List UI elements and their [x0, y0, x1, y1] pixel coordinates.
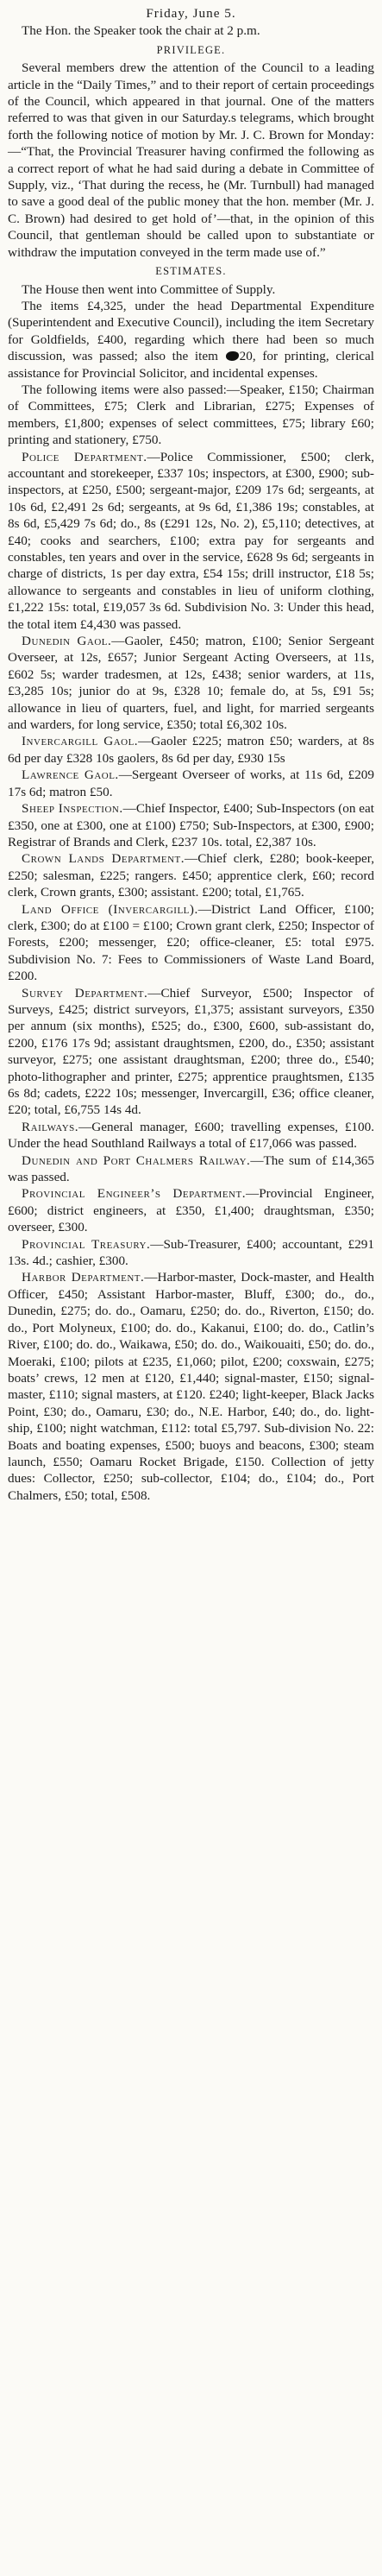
lawrence-gaol-label: Lawrence Gaol.: [22, 767, 119, 783]
dunedin-port-chalmers-text: —The sum of £14,365 was passed.: [8, 1152, 374, 1185]
police-paragraph: [8, 449, 374, 633]
dunedin-port-chalmers-label: Dunedin and Port Chalmers Railway.: [22, 1152, 251, 1168]
privilege-paragraph: Several members drew the attention of the Council to a leading article in the “Daily Times,” and to their report of certain proceedings of the Council, which appeared in that journal. One of the matters referred to was that given in our Saturday.s telegrams, which brought forth the following notice of motion by Mr. J. C. Brown for Monday:—“That, the Provincial Treasurer having confirmed the following as a correct report of what he had said during a debate in Committee of Supply, viz., ‘That during the recess, he (Mr. Turnbull) had managed to save a good deal of the public money that the hon. member (Mr. J. C. Brown) had desired to get hold of’—that, in the opinion of this Council, that gentleman should be called upon to substantiate or withdraw the imputation conveyed in the term made use of.”: [8, 60, 374, 260]
privilege-heading: PRIVILEGE.: [156, 43, 226, 56]
treasury-paragraph: [8, 1236, 374, 1270]
harbor-text: —Harbor-master, Dock-master, and Health Officer, £450; Assistant Harbor-master, Bluff, £300; do., do., Dunedin, £275; do. do., Oamaru, £250; do. do., Riverton, £150; do. do., Port Molyneux, £100; do. do., Kakanui, £100; do. do., Catlin’s River, £100; do. do., Waikawa, £50; do. do., Waikouaiti, £50; do. do., Moeraki, £100; pilots at £235, £1,060; pilot, £200; coxswain, £275; boats’ crews, 12 men at £120, £1,440; signal-master, £150; signal-master, £110; signal masters, at £120. £240; light-keeper, Black Jacks Point, £30; do., Oamaru, £30; do., N.E. Harbor, £40; do., do. light-ship, £100; night watchman, £112: total £5,797. Sub-division No. 22: Boats and boating expenses, £500; buoys and beacons, £300; steam launch, £550; Oamaru Rocket Brigade, £150. Collection of jetty dues: Collector, £250; sub-collector, £104; do., £104; do., Port Chalmers, £50; total, £508.: [8, 1270, 374, 1503]
survey-text: —Chief Surveyor, £500; Inspector of Surveys, £425; district surveyors, £1,375; assistant surveyors, £350 per annum (six months), £525; do., £300, £600, sub-assistant do, £200, £176 17s 9d; assistant draughtsmen, £200, do., £350; assistant surveyor, £275; one assistant draughtsman, £200; three do., £540; photo-lithographer and printer, £275; apprentice praughtsmen, £135 6s 8d; cadets, £222 10s; messenger, Invercargill, £36; office cleaner, £20; total, £6,755 14s 4d.: [8, 985, 374, 1118]
survey-paragraph: [8, 985, 374, 1119]
crown-lands-paragraph: [8, 850, 374, 900]
sheep-inspection-label: Sheep Inspection.: [22, 801, 123, 817]
harbor-label: Harbor Department.: [22, 1270, 145, 1285]
railways-paragraph: [8, 1119, 374, 1152]
survey-label: Survey Department.: [22, 985, 148, 1001]
dunedin-gaol-paragraph: [8, 633, 374, 733]
invercargill-gaol-label: Invercargill Gaol.: [22, 734, 139, 749]
invercargill-gaol-paragraph: [8, 733, 374, 767]
crown-lands-label: Crown Lands Department.: [22, 851, 185, 867]
police-text: —Police Commissioner, £500; clerk, accountant and storekeeper, £337 10s; inspectors, at £300, £900; sub-inspectors, at £250, £500; sergeant-major, £209 17s 6d; sergeants, at 10s 6d, £2,491 2s 6d; sergeants, at 9s 6d, £1,386 19s; constables, at 8s 6d, £5,429 7s 6d; do., 8s (£291 12s, No. 2), £5,110; detectives, at £40; cooks and searchers, £100; extra pay for sergeants and constables, ten years and over in the service, £628 9s 6d; sergeants in charge of districts, 1s per day extra, £54 15s; drill instructor, £18 5s; allowance to sergeants and constables in lieu of uniform clothing, £1,222 15s: total, £19,057 3s 6d. Subdivision No. 3: Under this head, the total item £4,430 was passed.: [8, 449, 374, 632]
treasury-text: —Sub-Treasurer, £400; accountant, £291 13s. 4d.; cashier, £300.: [8, 1236, 374, 1269]
dateline: Friday, June 5.: [146, 6, 236, 21]
land-office-paragraph: [8, 901, 374, 985]
treasury-label: Provincial Treasury.: [22, 1236, 151, 1252]
estimates-heading: ESTIMATES.: [155, 265, 227, 278]
lawrence-gaol-paragraph: [8, 767, 374, 800]
harbor-paragraph: [8, 1269, 374, 1504]
engineer-label: Provincial Engineer’s Department.: [22, 1186, 246, 1202]
ink-blot-icon: [226, 351, 239, 361]
lawrence-gaol-text: —Sergeant Overseer of works, at 11s 6d, £209 17s 6d; matron £50.: [8, 767, 374, 799]
land-office-text: —District Land Officer, £100; clerk, £300; do at £100 = £100; Crown grant clerk, £250; Inspector of Forests, £200; messenger, £20; office-cleaner, £5: total £975. Subdivision No. 7: Fees to Commissioners of Waste Land Board, £200.: [8, 901, 374, 984]
railways-label: Railways.: [22, 1119, 79, 1134]
items-text-a: The items £4,325, under the head Departmental Expenditure (Superintendent and Executive Council), including the item Secretary for Goldfields, £400, regarding which there had been so much discussion, was passed; also the item: [8, 298, 374, 364]
engineer-paragraph: [8, 1185, 374, 1235]
items-text-b: 20, for printing, clerical assistance for Provincial Solicitor, and incidental expenses.: [8, 349, 375, 381]
invercargill-gaol-text: —Gaoler £225; matron £50; warders, at 8s 6d per day £328 10s gaolers, 8s 6d per day, £930 15s: [8, 734, 374, 766]
committee-paragraph: The House then went into Committee of Supply.: [22, 281, 276, 297]
dunedin-gaol-text: —Gaoler, £450; matron, £100; Senior Sergeant Overseer, at 12s, £657; Junior Sergeant Acting Overseers, at 11s, £602 5s; warder tradesmen, at 12s, £438; senior warders, at 11s, £3,285 10s; junior do at 9s, £328 10; female do, at 5s, £91 5s; allowance in lieu of quarters, fuel, and light, for married sergeants and warders, for long service, £350; total £6,302 10s.: [8, 634, 374, 733]
railways-text: —General manager, £600; travelling expenses, £100. Under the head Southland Railways a total of £17,066 was passed.: [8, 1119, 374, 1152]
opening-paragraph: The Hon. the Speaker took the chair at 2 p.m.: [22, 23, 260, 39]
engineer-text: —Provincial Engineer, £600; district engineers, at £350, £1,400; draughtsman, £350; overseer, £300.: [8, 1186, 374, 1235]
sheep-inspection-paragraph: [8, 800, 374, 850]
dunedin-gaol-label: Dunedin Gaol.: [22, 634, 112, 649]
land-office-label: Land Office (Invercargill).: [22, 901, 198, 917]
items-paragraph: [8, 298, 374, 382]
also-passed-paragraph: The following items were also passed:—Speaker, £150; Chairman of Committees, £75; Clerk and Librarian, £275; Expenses of members, £1,800; expenses of select committees, £75; library £60; printing and stationery, £750.: [8, 382, 374, 448]
sheep-inspection-text: —Chief Inspector, £400; Sub-Inspectors (on eat £350, one at £300, one at £100) £750; Sub-Inspectors, at £300, £900; Registrar of Brands and Clerk, £237 10s. total, £2,387 10s.: [8, 801, 374, 849]
crown-lands-text: —Chief clerk, £280; book-keeper, £250; salesman, £225; rangers. £450; apprentice clerk, £60; record clerk, Crown grants, £300; assistant. £200; total, £1,765.: [8, 851, 374, 900]
police-label: Police Department.: [22, 449, 147, 464]
dunedin-port-chalmers-paragraph: [8, 1152, 374, 1186]
